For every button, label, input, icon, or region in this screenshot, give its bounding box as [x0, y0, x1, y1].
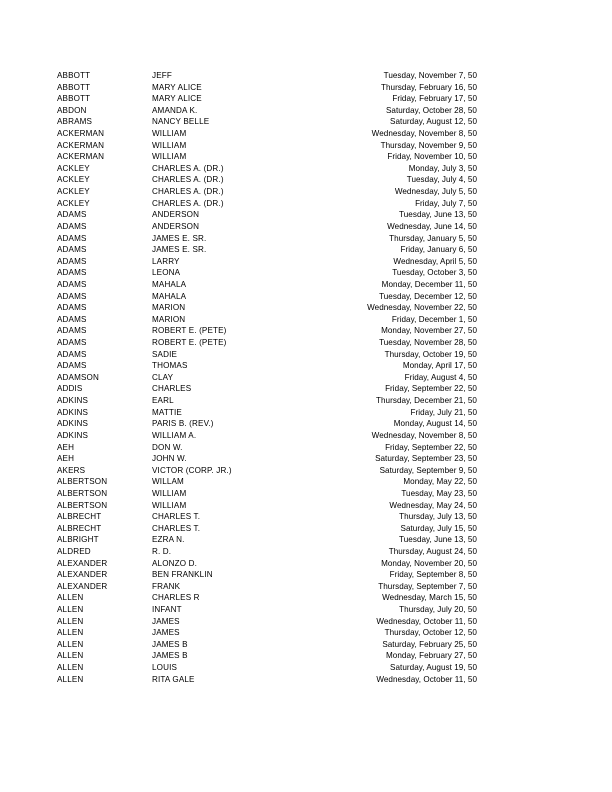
- table-row: [57, 116, 477, 128]
- cell-surname: ADAMS: [57, 291, 87, 301]
- cell-surname: ALLEN: [57, 674, 84, 684]
- table-row: [57, 325, 477, 337]
- table-row: [57, 604, 477, 616]
- cell-given-name: LOUIS: [152, 663, 178, 673]
- cell-surname: ACKLEY: [57, 175, 90, 185]
- table-row: [57, 488, 477, 500]
- cell-given-name: MAHALA: [152, 279, 187, 289]
- cell-given-name: WILLIAM: [152, 500, 187, 510]
- cell-surname: ALBERTSON: [57, 477, 108, 487]
- cell-date: Wednesday, May 24, 50: [389, 500, 477, 510]
- cell-date: Monday, December 11, 50: [381, 279, 477, 289]
- cell-surname: ADKINS: [57, 419, 89, 429]
- cell-given-name: CHARLES R: [152, 593, 200, 603]
- table-row: [57, 233, 477, 245]
- cell-surname: ALLEN: [57, 628, 84, 638]
- cell-given-name: ROBERT E. (PETE): [152, 326, 227, 336]
- cell-date: Monday, April 17, 50: [402, 361, 477, 371]
- table-row: [57, 93, 477, 105]
- cell-date: Wednesday, November 8, 50: [371, 430, 477, 440]
- cell-given-name: VICTOR (CORP. JR.): [152, 465, 232, 475]
- cell-given-name: MARION: [152, 303, 186, 313]
- cell-date: Friday, September 22, 50: [385, 384, 477, 394]
- cell-date: Thursday, August 24, 50: [388, 546, 477, 556]
- cell-given-name: CHARLES A. (DR.): [152, 198, 224, 208]
- table-row: [57, 674, 477, 686]
- table-row: [57, 244, 477, 256]
- table-row: [57, 372, 477, 384]
- table-row: [57, 592, 477, 604]
- cell-given-name: AMANDA K.: [152, 105, 198, 115]
- cell-given-name: WILLIAM A.: [152, 430, 197, 440]
- table-row: [57, 569, 477, 581]
- cell-given-name: WILLIAM: [152, 140, 187, 150]
- cell-surname: ALLEN: [57, 651, 84, 661]
- cell-date: Friday, July 7, 50: [415, 198, 477, 208]
- cell-given-name: R. D.: [152, 546, 172, 556]
- cell-given-name: JAMES B: [152, 651, 188, 661]
- cell-date: Thursday, November 9, 50: [380, 140, 477, 150]
- table-row: [57, 140, 477, 152]
- cell-given-name: CHARLES A. (DR.): [152, 187, 224, 197]
- cell-surname: ALLEN: [57, 593, 84, 603]
- cell-surname: ALBRECHT: [57, 523, 102, 533]
- cell-date: Wednesday, November 8, 50: [371, 129, 477, 139]
- cell-given-name: WILLIAM: [152, 488, 187, 498]
- cell-given-name: FRANK: [152, 581, 181, 591]
- cell-surname: ADKINS: [57, 407, 89, 417]
- table-row: [57, 418, 477, 430]
- cell-surname: ALLEN: [57, 605, 84, 615]
- cell-date: Saturday, August 12, 50: [390, 117, 477, 127]
- table-row: [57, 186, 477, 198]
- cell-date: Tuesday, June 13, 50: [399, 535, 477, 545]
- table-row: [57, 650, 477, 662]
- cell-surname: ADAMS: [57, 233, 87, 243]
- cell-date: Wednesday, June 14, 50: [387, 221, 477, 231]
- cell-given-name: INFANT: [152, 605, 182, 615]
- table-row: [57, 209, 477, 221]
- cell-date: Thursday, January 5, 50: [389, 233, 477, 243]
- table-row: [57, 662, 477, 674]
- cell-surname: ACKERMAN: [57, 129, 105, 139]
- cell-date: Thursday, October 12, 50: [384, 628, 477, 638]
- table-row: [57, 581, 477, 593]
- cell-surname: ADAMS: [57, 279, 87, 289]
- cell-given-name: ANDERSON: [152, 221, 200, 231]
- cell-surname: AEH: [57, 442, 75, 452]
- cell-date: Monday, February 27, 50: [386, 651, 477, 661]
- cell-date: Tuesday, October 3, 50: [392, 268, 477, 278]
- table-row: [57, 221, 477, 233]
- table-row: [57, 256, 477, 268]
- cell-surname: ABBOTT: [57, 94, 91, 104]
- cell-surname: ALLEN: [57, 616, 84, 626]
- cell-date: Saturday, August 19, 50: [390, 663, 477, 673]
- cell-given-name: ROBERT E. (PETE): [152, 338, 227, 348]
- cell-date: Saturday, July 15, 50: [400, 523, 477, 533]
- cell-date: Wednesday, October 11, 50: [376, 674, 477, 684]
- cell-given-name: SADIE: [152, 349, 178, 359]
- cell-given-name: CHARLES T.: [152, 512, 201, 522]
- cell-surname: ADAMS: [57, 210, 87, 220]
- cell-given-name: BEN FRANKLIN: [152, 570, 213, 580]
- cell-date: Monday, August 14, 50: [393, 419, 477, 429]
- table-row: [57, 407, 477, 419]
- cell-surname: ADAMS: [57, 221, 87, 231]
- table-row: [57, 465, 477, 477]
- cell-surname: ALDRED: [57, 546, 91, 556]
- cell-given-name: EZRA N.: [152, 535, 185, 545]
- cell-given-name: JAMES: [152, 628, 180, 638]
- cell-surname: ADDIS: [57, 384, 83, 394]
- cell-given-name: PARIS B. (REV.): [152, 419, 214, 429]
- table-row: [57, 430, 477, 442]
- cell-date: Friday, September 8, 50: [389, 570, 477, 580]
- cell-surname: ADKINS: [57, 396, 89, 406]
- table-row: [57, 70, 477, 82]
- records-list: [57, 70, 477, 685]
- cell-surname: ADAMS: [57, 338, 87, 348]
- cell-surname: ABRAMS: [57, 117, 93, 127]
- cell-given-name: WILLIAM: [152, 129, 187, 139]
- cell-surname: ADAMS: [57, 303, 87, 313]
- cell-given-name: WILLIAM: [152, 152, 187, 162]
- cell-date: Friday, February 17, 50: [392, 94, 477, 104]
- table-row: [57, 151, 477, 163]
- cell-surname: ADAMS: [57, 349, 87, 359]
- cell-date: Wednesday, April 5, 50: [393, 256, 477, 266]
- cell-surname: ADAMS: [57, 245, 87, 255]
- cell-given-name: CHARLES A. (DR.): [152, 175, 224, 185]
- table-row: [57, 546, 477, 558]
- cell-date: Thursday, February 16, 50: [380, 82, 477, 92]
- cell-given-name: WILLAM: [152, 477, 184, 487]
- cell-date: Saturday, September 9, 50: [379, 465, 477, 475]
- cell-given-name: JAMES: [152, 616, 180, 626]
- cell-date: Tuesday, November 7, 50: [383, 71, 477, 80]
- table-row: [57, 558, 477, 570]
- table-row: [57, 442, 477, 454]
- cell-surname: ADKINS: [57, 430, 89, 440]
- cell-given-name: JAMES E. SR.: [152, 233, 207, 243]
- table-row: [57, 511, 477, 523]
- table-row: [57, 291, 477, 303]
- table-row: [57, 395, 477, 407]
- table-row: [57, 314, 477, 326]
- cell-surname: ADAMS: [57, 326, 87, 336]
- cell-surname: ALBERTSON: [57, 500, 108, 510]
- cell-date: Friday, January 6, 50: [400, 245, 477, 255]
- cell-given-name: RITA GALE: [152, 674, 195, 684]
- cell-date: Tuesday, December 12, 50: [379, 291, 477, 301]
- cell-given-name: MARY ALICE: [152, 82, 202, 92]
- cell-given-name: CHARLES T.: [152, 523, 201, 533]
- cell-date: Tuesday, May 23, 50: [401, 488, 477, 498]
- cell-date: Wednesday, July 5, 50: [394, 187, 477, 197]
- cell-given-name: JOHN W.: [152, 454, 187, 464]
- table-row: [57, 534, 477, 546]
- cell-surname: ALBERTSON: [57, 488, 108, 498]
- cell-surname: ALEXANDER: [57, 570, 108, 580]
- cell-surname: ABBOTT: [57, 82, 91, 92]
- table-row: [57, 616, 477, 628]
- table-row: [57, 163, 477, 175]
- table-row: [57, 105, 477, 117]
- cell-surname: ADAMS: [57, 268, 87, 278]
- cell-surname: ADAMS: [57, 314, 87, 324]
- cell-given-name: LARRY: [152, 256, 180, 266]
- cell-surname: ACKERMAN: [57, 140, 105, 150]
- table-row: [57, 453, 477, 465]
- cell-date: Thursday, September 7, 50: [378, 581, 477, 591]
- table-row: [57, 198, 477, 210]
- cell-date: Friday, September 22, 50: [385, 442, 477, 452]
- table-row: [57, 360, 477, 372]
- cell-surname: ALEXANDER: [57, 581, 108, 591]
- cell-surname: ALEXANDER: [57, 558, 108, 568]
- cell-given-name: LEONA: [152, 268, 181, 278]
- cell-given-name: JEFF: [152, 71, 172, 80]
- cell-date: Wednesday, March 15, 50: [382, 593, 477, 603]
- cell-surname: ALBRIGHT: [57, 535, 99, 545]
- cell-date: Saturday, October 28, 50: [385, 105, 477, 115]
- cell-surname: ABBOTT: [57, 71, 91, 80]
- table-row: [57, 337, 477, 349]
- table-row: [57, 302, 477, 314]
- cell-given-name: CHARLES: [152, 384, 192, 394]
- table-row: [57, 476, 477, 488]
- cell-date: Thursday, December 21, 50: [376, 396, 477, 406]
- cell-given-name: ANDERSON: [152, 210, 200, 220]
- cell-surname: ABDON: [57, 105, 87, 115]
- cell-surname: ACKLEY: [57, 198, 90, 208]
- cell-surname: ALBRECHT: [57, 512, 102, 522]
- cell-given-name: JAMES B: [152, 639, 188, 649]
- cell-given-name: CLAY: [152, 372, 174, 382]
- cell-given-name: THOMAS: [152, 361, 188, 371]
- table-row: [57, 279, 477, 291]
- cell-given-name: JAMES E. SR.: [152, 245, 207, 255]
- table-row: [57, 523, 477, 535]
- cell-given-name: MARY ALICE: [152, 94, 202, 104]
- cell-given-name: MARION: [152, 314, 186, 324]
- cell-surname: AKERS: [57, 465, 86, 475]
- cell-date: Thursday, July 13, 50: [399, 512, 477, 522]
- cell-date: Friday, July 21, 50: [410, 407, 477, 417]
- table-row: [57, 82, 477, 94]
- cell-given-name: DON W.: [152, 442, 183, 452]
- cell-date: Wednesday, November 22, 50: [367, 303, 477, 313]
- cell-surname: ADAMS: [57, 361, 87, 371]
- cell-given-name: MAHALA: [152, 291, 187, 301]
- table-row: [57, 128, 477, 140]
- cell-given-name: MATTIE: [152, 407, 182, 417]
- cell-date: Thursday, July 20, 50: [399, 605, 477, 615]
- table-row: [57, 639, 477, 651]
- cell-surname: ACKLEY: [57, 163, 90, 173]
- cell-date: Wednesday, October 11, 50: [376, 616, 477, 626]
- cell-surname: ALLEN: [57, 663, 84, 673]
- cell-surname: AEH: [57, 454, 75, 464]
- cell-given-name: NANCY BELLE: [152, 117, 210, 127]
- table-row: [57, 267, 477, 279]
- cell-date: Friday, November 10, 50: [387, 152, 477, 162]
- cell-date: Friday, December 1, 50: [391, 314, 477, 324]
- table-row: [57, 383, 477, 395]
- cell-date: Tuesday, June 13, 50: [399, 210, 477, 220]
- cell-date: Saturday, September 23, 50: [375, 454, 477, 464]
- cell-date: Monday, November 27, 50: [381, 326, 477, 336]
- cell-date: Saturday, February 25, 50: [382, 639, 477, 649]
- table-row: [57, 500, 477, 512]
- cell-date: Monday, May 22, 50: [403, 477, 477, 487]
- cell-surname: ALLEN: [57, 639, 84, 649]
- cell-given-name: CHARLES A. (DR.): [152, 163, 224, 173]
- cell-given-name: EARL: [152, 396, 174, 406]
- cell-surname: ADAMS: [57, 256, 87, 266]
- cell-date: Friday, August 4, 50: [404, 372, 477, 382]
- cell-surname: ACKLEY: [57, 187, 90, 197]
- table-row: [57, 627, 477, 639]
- table-row: [57, 349, 477, 361]
- table-row: [57, 174, 477, 186]
- cell-date: Tuesday, November 28, 50: [379, 338, 477, 348]
- cell-date: Monday, November 20, 50: [381, 558, 477, 568]
- cell-surname: ACKERMAN: [57, 152, 105, 162]
- cell-date: Thursday, October 19, 50: [384, 349, 477, 359]
- cell-surname: ADAMSON: [57, 372, 99, 382]
- cell-date: Tuesday, July 4, 50: [406, 175, 477, 185]
- cell-date: Monday, July 3, 50: [408, 163, 477, 173]
- cell-given-name: ALONZO D.: [152, 558, 197, 568]
